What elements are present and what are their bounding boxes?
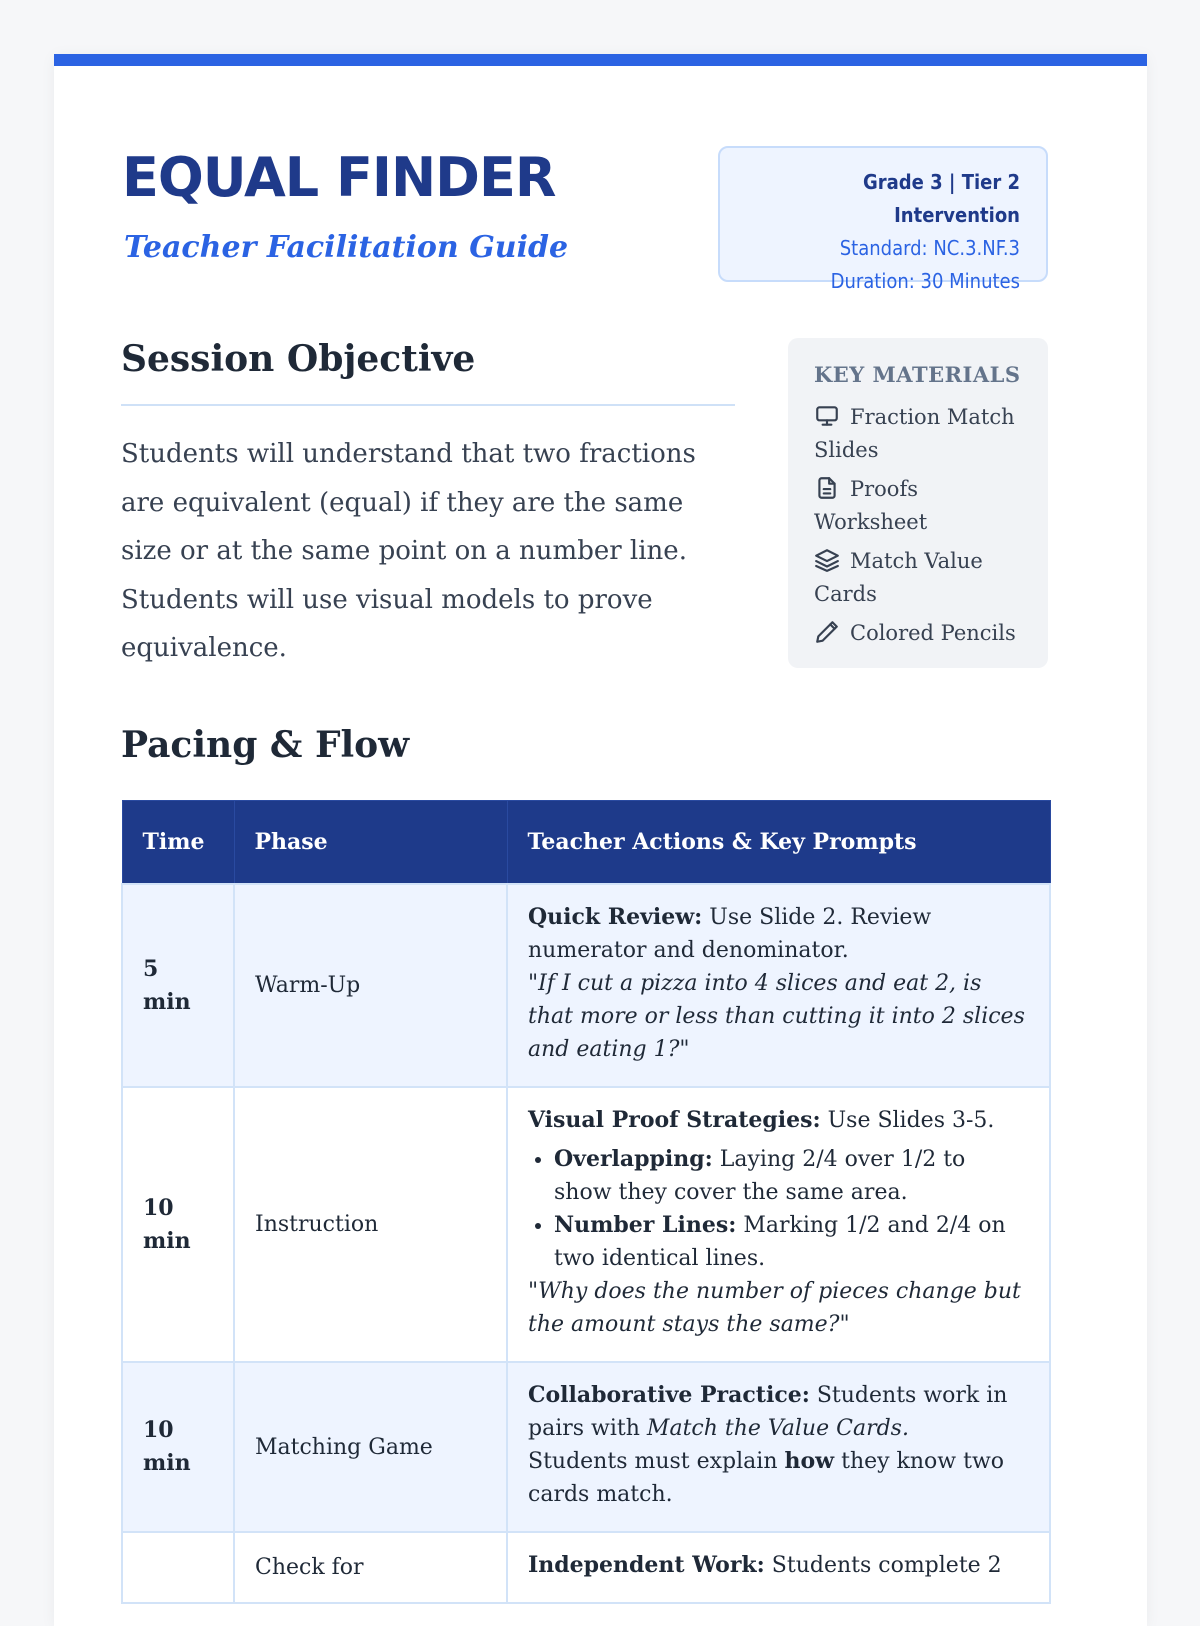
table-header-row bbox=[122, 801, 1050, 885]
actions-cell bbox=[507, 1362, 1050, 1532]
action-lead: Independent Work: bbox=[528, 1552, 765, 1578]
pacing-table bbox=[121, 800, 1051, 1604]
bullet-lead: Overlapping: bbox=[554, 1146, 713, 1172]
monitor-icon bbox=[814, 403, 840, 429]
objective-heading: Session Objective bbox=[121, 338, 476, 380]
grade-tier: Grade 3 | Tier 2 Intervention bbox=[862, 170, 1020, 227]
time-cell: 10 min bbox=[122, 1087, 234, 1362]
bullet-text: Marking 1/2 and 2/4 on two identical lines. bbox=[554, 1213, 1006, 1271]
material-label: Proofs Worksheet bbox=[814, 477, 928, 534]
duration: Duration: 30 Minutes bbox=[830, 269, 1020, 293]
action-text: Students must explain bbox=[528, 1449, 778, 1474]
pencil-icon bbox=[814, 619, 840, 645]
action-text: Use Slides 3-5. bbox=[827, 1108, 995, 1133]
pacing-heading: Pacing & Flow bbox=[121, 724, 410, 766]
time-cell: 10 min bbox=[122, 1362, 234, 1532]
phase-cell: Check for bbox=[234, 1532, 507, 1603]
table-row bbox=[122, 1087, 1050, 1362]
list-item bbox=[554, 1143, 1029, 1209]
column-header-time: Time bbox=[122, 801, 234, 885]
bullet-lead: Number Lines: bbox=[554, 1212, 737, 1238]
list-item bbox=[554, 1209, 1029, 1275]
section-divider bbox=[121, 404, 735, 406]
column-header-actions: Teacher Actions & Key Prompts bbox=[507, 801, 1050, 885]
phase-cell: Instruction bbox=[234, 1087, 507, 1362]
objective-text: Students will understand that two fractions are equivalent (equal) if they are the same size or at the same point on a number line. Students will use visual models to prove equivalence. bbox=[121, 439, 696, 663]
phase-cell: Matching Game bbox=[234, 1362, 507, 1532]
strategy-list bbox=[528, 1143, 1029, 1275]
actions-cell bbox=[507, 1087, 1050, 1362]
action-strong: how bbox=[784, 1448, 835, 1474]
action-lead: Quick Review: bbox=[528, 904, 703, 930]
key-materials-box bbox=[788, 338, 1048, 668]
document-icon bbox=[814, 475, 840, 501]
action-text: they know two cards match. bbox=[528, 1449, 1005, 1507]
time-cell: 5 min bbox=[122, 884, 234, 1087]
actions-cell bbox=[507, 884, 1050, 1087]
key-prompt: "If I cut a pizza into 4 slices and eat 2, is that more or less than cutting it into 2 slices and eating 1?" bbox=[528, 971, 1025, 1062]
table-row bbox=[122, 1362, 1050, 1532]
layers-icon bbox=[814, 547, 840, 573]
material-item bbox=[814, 473, 1028, 539]
action-text: Students complete 2 bbox=[771, 1553, 1002, 1578]
material-item bbox=[814, 545, 1028, 611]
guide-page bbox=[54, 54, 1147, 1626]
material-item bbox=[814, 617, 1028, 650]
standard: Standard: NC.3.NF.3 bbox=[839, 236, 1020, 260]
column-header-phase: Phase bbox=[234, 801, 507, 885]
table-row bbox=[122, 884, 1050, 1087]
page-subtitle: Teacher Facilitation Guide bbox=[124, 230, 569, 265]
materials-heading: KEY MATERIALS bbox=[814, 362, 1021, 387]
action-emphasis: Match the Value Cards. bbox=[646, 1416, 909, 1441]
material-label: Fraction Match Slides bbox=[814, 405, 1015, 462]
action-text: Use Slide 2. Review numerator and denominator. bbox=[528, 905, 932, 963]
phase-cell: Warm-Up bbox=[234, 884, 507, 1087]
page-title: EQUAL FINDER bbox=[122, 146, 556, 209]
time-cell bbox=[122, 1532, 234, 1603]
action-text: Students work in pairs with bbox=[528, 1383, 1008, 1441]
material-item bbox=[814, 401, 1028, 467]
key-prompt: "Why does the number of pieces change but the amount stays the same?" bbox=[528, 1279, 1021, 1337]
actions-cell bbox=[507, 1532, 1050, 1603]
material-label: Colored Pencils bbox=[850, 621, 1016, 645]
action-lead: Visual Proof Strategies: bbox=[528, 1107, 821, 1133]
table-row bbox=[122, 1532, 1050, 1603]
action-lead: Collaborative Practice: bbox=[528, 1382, 810, 1408]
session-info-box bbox=[718, 146, 1048, 293]
bullet-text: Laying 2/4 over 1/2 to show they cover the same area. bbox=[554, 1147, 966, 1205]
material-label: Match Value Cards bbox=[814, 549, 983, 606]
